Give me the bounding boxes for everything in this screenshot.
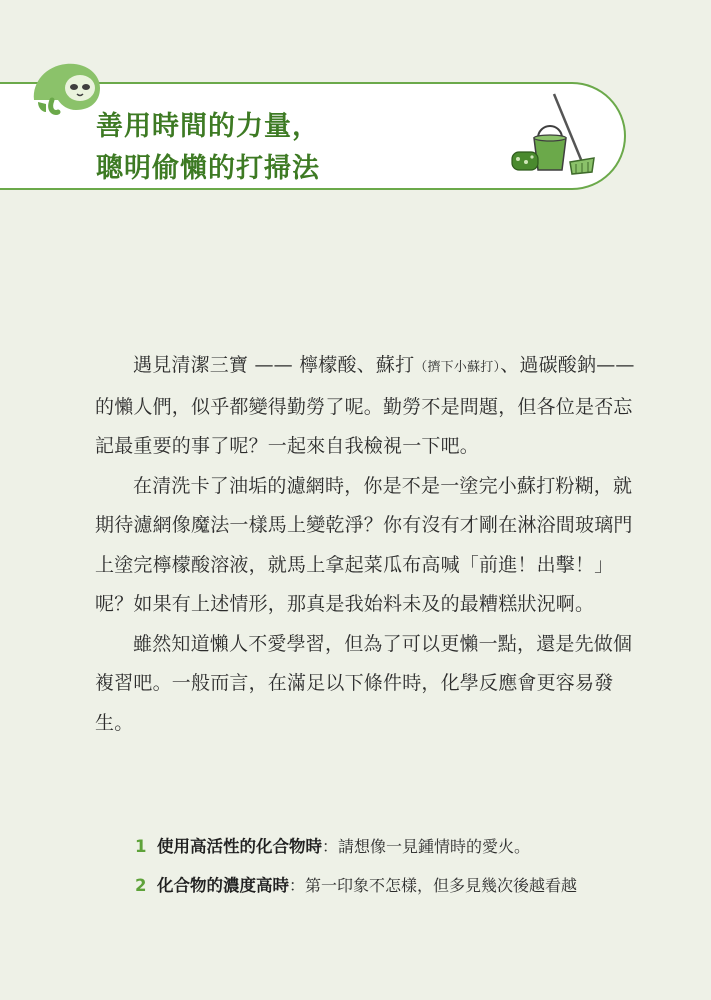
paragraph-1 bbox=[95, 346, 635, 467]
paragraph-1-note: （擠下小蘇打） bbox=[414, 360, 501, 375]
paragraph-1-part-b: 、過碳酸鈉——的懶人們，似乎都變得勤勞了呢。勤勞不是問題，但各位是否忘記最重要的事了呢？一起來自我檢視一下吧。 bbox=[95, 354, 635, 457]
list-description: ：請想像一見鍾情時的愛火。 bbox=[322, 837, 531, 856]
list-description: ：第一印象不怎樣，但多見幾次後越看越 bbox=[289, 876, 578, 895]
page-title-line-2: 聰明偷懶的打掃法 bbox=[96, 153, 320, 184]
condition-list bbox=[135, 832, 655, 910]
paragraph-3: 雖然知道懶人不愛學習，但為了可以更懶一點，還是先做個複習吧。一般而言，在滿足以下條件時，化學反應會更容易發生。 bbox=[95, 632, 633, 734]
list-number: 2 bbox=[135, 876, 147, 895]
list-item bbox=[135, 832, 655, 871]
bucket-mop-sponge-icon bbox=[508, 92, 596, 178]
paragraph-2: 在清洗卡了油垢的濾網時，你是不是一塗完小蘇打粉糊，就期待濾網像魔法一樣馬上變乾淨？你有沒有才剛在淋浴間玻璃門上塗完檸檬酸溶液，就馬上拿起菜瓜布高喊「前進！出擊！」呢？如果有上述情形，那真是我始料未及的最糟糕狀況啊。 bbox=[95, 474, 633, 615]
body-text bbox=[95, 346, 635, 743]
page-title-line-1: 善用時間的力量， bbox=[96, 111, 320, 142]
list-term: 化合物的濃度高時 bbox=[157, 876, 289, 895]
list-number: 1 bbox=[135, 837, 147, 856]
list-term: 使用高活性的化合物時 bbox=[157, 837, 322, 856]
list-item bbox=[135, 871, 655, 910]
paragraph-1-part-a: 遇見清潔三寶 —— 檸檬酸、蘇打 bbox=[133, 354, 415, 376]
